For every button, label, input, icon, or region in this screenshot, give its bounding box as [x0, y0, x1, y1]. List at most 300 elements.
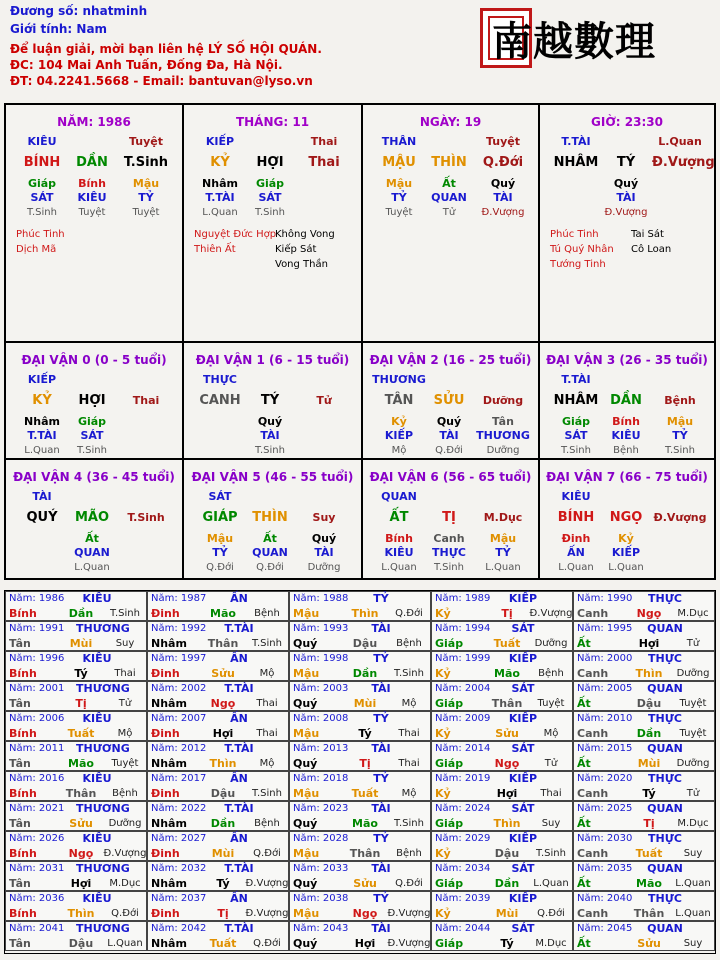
year-can: Đinh	[151, 847, 180, 860]
year-label: Năm: 1991	[9, 623, 65, 634]
year-cell	[431, 681, 573, 711]
dai-van-god: THƯƠNG	[372, 373, 426, 386]
year-label: Năm: 2030	[577, 833, 633, 844]
year-chi: Tý	[500, 937, 514, 950]
dai-van-can: TÂN	[384, 393, 414, 408]
year-cell	[289, 771, 431, 801]
dai-van-can: CANH	[199, 393, 241, 408]
pillar-main: THÌN	[431, 155, 467, 170]
year-can: Canh	[577, 667, 609, 680]
year-chi: Tuất	[209, 937, 237, 950]
year-god: KIÊU	[82, 772, 112, 785]
pillar-top: L.Quan	[658, 135, 702, 148]
dai-van-hidden: Giáp	[77, 415, 107, 428]
year-label: Năm: 2029	[435, 833, 491, 844]
year-chi: Dậu	[494, 847, 520, 860]
star-left: Phúc Tinh	[550, 229, 599, 240]
year-label: Năm: 2002	[151, 683, 207, 694]
year-label: Năm: 2033	[293, 863, 349, 874]
dai-van-gods: TÀI	[260, 429, 280, 442]
year-god: THỰC	[648, 712, 682, 725]
year-chi: Sửu	[69, 817, 93, 830]
year-can: Nhâm	[151, 937, 187, 950]
pillar-hidden: Quý	[490, 177, 516, 190]
year-stage: Tử	[118, 698, 132, 709]
dai-van-stages: T.Sinh	[434, 562, 464, 573]
year-can: Mậu	[293, 667, 320, 680]
year-chi: Sửu	[495, 727, 519, 740]
dai-van-2	[363, 343, 538, 458]
pillar-gods: QUAN	[431, 191, 467, 204]
dai-van-god: KIÊU	[561, 490, 591, 503]
year-god: ẤN	[230, 892, 248, 905]
year-cell	[431, 621, 573, 651]
year-can: Canh	[577, 907, 609, 920]
pillar-title: NGÀY: 19	[419, 115, 482, 129]
pillar-stages: Tử	[442, 207, 456, 218]
year-chi: Sửu	[211, 667, 235, 680]
pillar-main: Thai	[308, 155, 340, 170]
header-line: Để luận giải, mời bạn liên hệ LÝ SỐ HỘI QUÁN.	[10, 42, 322, 56]
pillar-3	[540, 105, 714, 341]
year-cell	[147, 711, 289, 741]
dai-van-hidden: Giáp	[561, 415, 591, 428]
year-can: Bính	[9, 907, 37, 920]
year-stage: Thai	[114, 668, 136, 679]
year-can: Canh	[577, 787, 609, 800]
year-chi: Dậu	[68, 937, 94, 950]
year-god: KIẾP	[508, 712, 538, 725]
pillar-title: GIỜ: 23:30	[591, 115, 663, 129]
year-chi: Tị	[217, 907, 229, 920]
year-label: Năm: 1986	[9, 593, 65, 604]
year-cell	[431, 921, 573, 951]
year-cell	[573, 771, 715, 801]
year-cell	[289, 711, 431, 741]
year-chi: Thân	[207, 637, 239, 650]
year-stage: L.Quan	[675, 908, 711, 919]
year-chi: Thìn	[209, 757, 237, 770]
dai-van-hidden: Kỷ	[391, 415, 407, 428]
pillar-main: DẦN	[76, 155, 108, 170]
header-line: ĐT: 04.2241.5668 - Email: bantuvan@lyso.vn	[10, 74, 313, 88]
dai-van-title: ĐẠI VẬN 1 (6 - 15 tuổi)	[195, 353, 350, 367]
dai-van-stages: Q.Đới	[206, 562, 234, 573]
year-god: QUAN	[647, 682, 683, 695]
year-can: Đinh	[151, 907, 180, 920]
header-line: Giới tính: Nam	[10, 22, 108, 36]
year-label: Năm: 2028	[293, 833, 349, 844]
star-right: Tai Sát	[631, 229, 664, 240]
pillar-title: THÁNG: 11	[235, 115, 310, 129]
year-stage: M.Dục	[677, 818, 709, 829]
dai-van-hidden: Nhâm	[24, 415, 60, 428]
year-label: Năm: 1993	[293, 623, 349, 634]
year-god: THỰC	[648, 892, 682, 905]
year-can: Đinh	[151, 787, 180, 800]
year-god: TỶ	[373, 712, 389, 725]
year-cell	[147, 621, 289, 651]
dai-van-god: T.TÀI	[561, 373, 591, 386]
year-label: Năm: 2025	[577, 803, 633, 814]
year-can: Đinh	[151, 607, 180, 620]
year-stage: Dưỡng	[676, 668, 710, 679]
year-god: SÁT	[511, 622, 535, 635]
year-stage: Q.Đới	[395, 608, 423, 619]
year-cell	[147, 831, 289, 861]
year-label: Năm: 1987	[151, 593, 207, 604]
pillar-hidden: Giáp	[255, 177, 285, 190]
pillar-stages: T.Sinh	[255, 207, 285, 218]
year-label: Năm: 2035	[577, 863, 633, 874]
dai-van-stages: L.Quan	[74, 562, 110, 573]
dai-van-gods: ẤN	[567, 546, 585, 559]
year-god: KIẾP	[508, 772, 538, 785]
year-can: Tân	[9, 937, 31, 950]
year-cell	[147, 801, 289, 831]
year-label: Năm: 2006	[9, 713, 65, 724]
year-chi: Sửu	[353, 877, 377, 890]
dai-van-god: TÀI	[32, 490, 52, 503]
year-stage: T.Sinh	[252, 788, 282, 799]
year-stage: Q.Đới	[253, 848, 281, 859]
dai-van-gods: QUAN	[74, 546, 110, 559]
dai-van-stage: Suy	[312, 511, 336, 524]
year-chi: Hợi	[70, 877, 92, 890]
dai-van-god: THỰC	[203, 373, 237, 386]
year-can: Mậu	[293, 727, 320, 740]
year-stage: M.Dục	[677, 608, 709, 619]
year-stage: Mộ	[401, 788, 417, 799]
star-right: Cô Loan	[631, 244, 672, 255]
dai-van-gods: TỶ	[495, 546, 511, 559]
brand-logo: 南越數理	[492, 18, 656, 65]
year-can: Bính	[9, 667, 37, 680]
year-chi: Thìn	[493, 817, 521, 830]
year-can: Nhâm	[151, 697, 187, 710]
year-stage: Thai	[398, 758, 420, 769]
year-stage: Tuyệt	[537, 698, 565, 709]
year-god: KIÊU	[82, 652, 112, 665]
year-cell	[5, 681, 147, 711]
year-label: Năm: 2032	[151, 863, 207, 874]
year-can: Kỷ	[435, 667, 451, 680]
year-label: Năm: 1994	[435, 623, 491, 634]
year-chi: Thìn	[351, 607, 379, 620]
year-god: ẤN	[230, 592, 248, 605]
year-chi: Tuất	[67, 727, 95, 740]
year-label: Năm: 1990	[577, 593, 633, 604]
dai-van-chi: THÌN	[252, 510, 288, 525]
dai-van-can: GIÁP	[202, 510, 238, 525]
year-god: SÁT	[511, 802, 535, 815]
year-god: TÀI	[371, 862, 391, 875]
year-cell	[431, 831, 573, 861]
year-cell	[5, 771, 147, 801]
year-cell	[5, 891, 147, 921]
pillar-top: T.TÀI	[561, 135, 591, 148]
year-stage: T.Sinh	[536, 848, 566, 859]
year-can: Giáp	[435, 697, 464, 710]
year-can: Kỷ	[435, 847, 451, 860]
star-left: Thiên Ất	[194, 244, 236, 255]
year-god: QUAN	[647, 922, 683, 935]
year-god: THƯƠNG	[76, 622, 130, 635]
pillar-main: KỶ	[210, 155, 230, 170]
year-label: Năm: 2038	[293, 893, 349, 904]
year-cell	[5, 591, 147, 621]
year-can: Nhâm	[151, 637, 187, 650]
year-chi: Mão	[352, 817, 378, 830]
year-stage: Tử	[686, 788, 700, 799]
dai-van-5	[184, 460, 361, 578]
year-can: Mậu	[293, 907, 320, 920]
year-can: Quý	[293, 937, 318, 950]
year-cell	[147, 681, 289, 711]
dai-van-can: QUÝ	[26, 510, 58, 525]
year-stage: Tử	[544, 758, 558, 769]
dai-van-gods: TỶ	[672, 429, 688, 442]
year-god: SÁT	[511, 682, 535, 695]
dai-van-gods: SÁT	[564, 429, 588, 442]
year-stage: L.Quan	[107, 938, 143, 949]
year-cell	[573, 591, 715, 621]
pillar-gods: TÀI	[493, 191, 513, 204]
dai-van-title: ĐẠI VẬN 7 (66 - 75 tuổi)	[546, 470, 708, 484]
year-god: KIẾP	[508, 892, 538, 905]
year-cell	[5, 741, 147, 771]
pillar-main: HỢI	[256, 155, 284, 170]
year-chi: Ngọ	[68, 847, 94, 860]
year-stage: Thai	[256, 698, 278, 709]
year-can: Ất	[577, 877, 591, 890]
dai-van-gods: QUAN	[252, 546, 288, 559]
year-stage: Q.Đới	[253, 938, 281, 949]
pillar-top: THÂN	[381, 135, 417, 148]
year-can: Tân	[9, 757, 31, 770]
year-god: QUAN	[647, 742, 683, 755]
dai-van-stage: M.Dục	[483, 511, 523, 524]
year-label: Năm: 2021	[9, 803, 65, 814]
year-cell	[289, 801, 431, 831]
year-god: THƯƠNG	[76, 682, 130, 695]
year-cell	[431, 741, 573, 771]
year-stage: Thai	[256, 728, 278, 739]
dai-van-stages: Q.Đới	[435, 445, 463, 456]
year-cell	[289, 921, 431, 951]
year-stage: Thai	[540, 788, 562, 799]
year-chi: Ngọ	[210, 697, 236, 710]
year-chi: Tuất	[493, 637, 521, 650]
year-grid	[4, 590, 716, 954]
year-chi: Mùi	[495, 907, 519, 920]
year-god: ẤN	[230, 652, 248, 665]
year-god: TỶ	[373, 892, 389, 905]
year-label: Năm: 2020	[577, 773, 633, 784]
year-chi: Dần	[210, 817, 236, 830]
year-stage: Mộ	[543, 728, 559, 739]
year-label: Năm: 2034	[435, 863, 491, 874]
year-stage: Mộ	[259, 758, 275, 769]
dai-van-gods: TỶ	[212, 546, 228, 559]
dai-van-stages: Dưỡng	[486, 445, 520, 456]
pillar-stages: Đ.Vượng	[604, 207, 648, 218]
pillar-hidden: Giáp	[27, 177, 57, 190]
year-chi: Tuất	[351, 787, 379, 800]
year-stage: Tử	[686, 638, 700, 649]
year-stage: Tuyệt	[111, 758, 139, 769]
year-cell	[573, 681, 715, 711]
year-label: Năm: 2040	[577, 893, 633, 904]
year-god: THỰC	[648, 592, 682, 605]
year-cell	[5, 801, 147, 831]
dai-van-chi: TÝ	[260, 393, 280, 408]
year-stage: M.Dục	[535, 938, 567, 949]
year-chi: Mùi	[353, 697, 377, 710]
year-stage: Thai	[398, 728, 420, 739]
dai-van-stage: Dưỡng	[482, 394, 524, 407]
year-stage: Đ.Vượng	[245, 908, 289, 919]
pillar-main: Q.Đới	[482, 155, 524, 170]
year-god: ẤN	[230, 712, 248, 725]
year-stage: Suy	[541, 818, 561, 829]
year-stage: Mộ	[401, 698, 417, 709]
dai-van-stage: Tử	[316, 394, 332, 407]
pillar-stages: Đ.Vượng	[481, 207, 525, 218]
star-right: Vong Thần	[275, 259, 328, 270]
year-can: Nhâm	[151, 877, 187, 890]
dai-van-7	[540, 460, 714, 578]
year-label: Năm: 2023	[293, 803, 349, 814]
year-god: SÁT	[511, 922, 535, 935]
year-can: Bính	[9, 787, 37, 800]
star-left: Nguyệt Đức Hợp	[194, 229, 277, 240]
year-label: Năm: 2014	[435, 743, 491, 754]
year-god: TỶ	[373, 652, 389, 665]
year-label: Năm: 2024	[435, 803, 491, 814]
year-god: TÀI	[371, 622, 391, 635]
year-stage: Bệnh	[396, 848, 422, 859]
year-cell	[147, 921, 289, 951]
year-chi: Dần	[352, 667, 378, 680]
dai-van-3	[540, 343, 714, 458]
year-label: Năm: 2018	[293, 773, 349, 784]
dai-van-hidden: Mậu	[489, 532, 517, 545]
year-chi: Thân	[491, 697, 523, 710]
dai-van-title: ĐẠI VẬN 3 (26 - 35 tuổi)	[546, 353, 708, 367]
year-god: SÁT	[511, 862, 535, 875]
year-can: Giáp	[435, 637, 464, 650]
dai-van-hidden: Quý	[436, 415, 462, 428]
year-stage: Suy	[683, 848, 703, 859]
year-cell	[289, 861, 431, 891]
dai-van-chi: NGỌ	[609, 510, 643, 525]
year-stage: Đ.Vượng	[245, 878, 289, 889]
year-stage: Dưỡng	[108, 818, 142, 829]
year-cell	[147, 591, 289, 621]
year-label: Năm: 2005	[577, 683, 633, 694]
pillar-top: Thai	[310, 135, 338, 148]
year-god: THỰC	[648, 832, 682, 845]
star-left: Tướng Tinh	[550, 259, 606, 270]
year-chi: Mão	[494, 667, 520, 680]
dai-van-hidden: Mậu	[206, 532, 234, 545]
year-chi: Hợi	[638, 637, 660, 650]
dai-van-stages: L.Quan	[608, 562, 644, 573]
year-can: Kỷ	[435, 787, 451, 800]
dai-van-1	[184, 343, 361, 458]
dai-van-title: ĐẠI VẬN 0 (0 - 5 tuổi)	[21, 353, 167, 367]
year-cell	[289, 741, 431, 771]
year-stage: Đ.Vượng	[387, 908, 431, 919]
year-cell	[573, 891, 715, 921]
dai-van-stages: T.Sinh	[561, 445, 591, 456]
year-can: Ất	[577, 937, 591, 950]
dai-van-hidden: Quý	[311, 532, 337, 545]
year-can: Kỷ	[435, 907, 451, 920]
year-stage: Mộ	[117, 728, 133, 739]
year-can: Kỷ	[435, 727, 451, 740]
dai-van-hidden: Ất	[85, 532, 99, 545]
year-can: Quý	[293, 877, 318, 890]
year-stage: Đ.Vượng	[387, 938, 431, 949]
dai-van-hidden: Quý	[257, 415, 283, 428]
year-god: THỰC	[648, 772, 682, 785]
year-god: KIẾP	[508, 832, 538, 845]
star-left: Tú Quý Nhân	[550, 244, 614, 255]
year-stage: L.Quan	[675, 878, 711, 889]
pillar-gods: SÁT	[30, 191, 54, 204]
year-can: Giáp	[435, 877, 464, 890]
year-label: Năm: 1989	[435, 593, 491, 604]
year-god: KIẾP	[508, 592, 538, 605]
year-chi: Tý	[642, 787, 656, 800]
year-cell	[431, 801, 573, 831]
year-can: Ất	[577, 817, 591, 830]
year-cell	[431, 861, 573, 891]
year-stage: Tuyệt	[679, 698, 707, 709]
year-label: Năm: 2031	[9, 863, 65, 874]
pillar-gods: TỶ	[391, 191, 407, 204]
pillar-gods: T.TÀI	[205, 191, 235, 204]
dai-van-stage: T.Sinh	[127, 511, 165, 524]
year-stage: Q.Đới	[537, 908, 565, 919]
year-can: Mậu	[293, 787, 320, 800]
year-can: Canh	[577, 607, 609, 620]
year-can: Đinh	[151, 727, 180, 740]
dai-van-title: ĐẠI VẬN 2 (16 - 25 tuổi)	[369, 353, 532, 367]
dai-van-stage: Bệnh	[664, 394, 696, 407]
year-god: THƯƠNG	[76, 802, 130, 815]
year-stage: L.Quan	[533, 878, 569, 889]
pillar-stages: L.Quan	[202, 207, 238, 218]
pillar-1	[184, 105, 361, 341]
year-chi: Dậu	[210, 787, 236, 800]
dai-van-chi: TỊ	[442, 510, 456, 525]
year-can: Mậu	[293, 847, 320, 860]
dai-van-stage: Đ.Vượng	[653, 511, 707, 524]
dai-van-hidden: Ất	[263, 532, 277, 545]
dai-van-stages: T.Sinh	[255, 445, 285, 456]
pillar-hidden: Ất	[442, 177, 456, 190]
star-right: Không Vong	[275, 229, 335, 240]
year-stage: T.Sinh	[252, 638, 282, 649]
year-god: T.TÀI	[224, 862, 254, 875]
year-cell	[5, 831, 147, 861]
year-label: Năm: 2037	[151, 893, 207, 904]
dai-van-title: ĐẠI VẬN 5 (46 - 55 tuổi)	[191, 470, 354, 484]
year-cell	[573, 621, 715, 651]
